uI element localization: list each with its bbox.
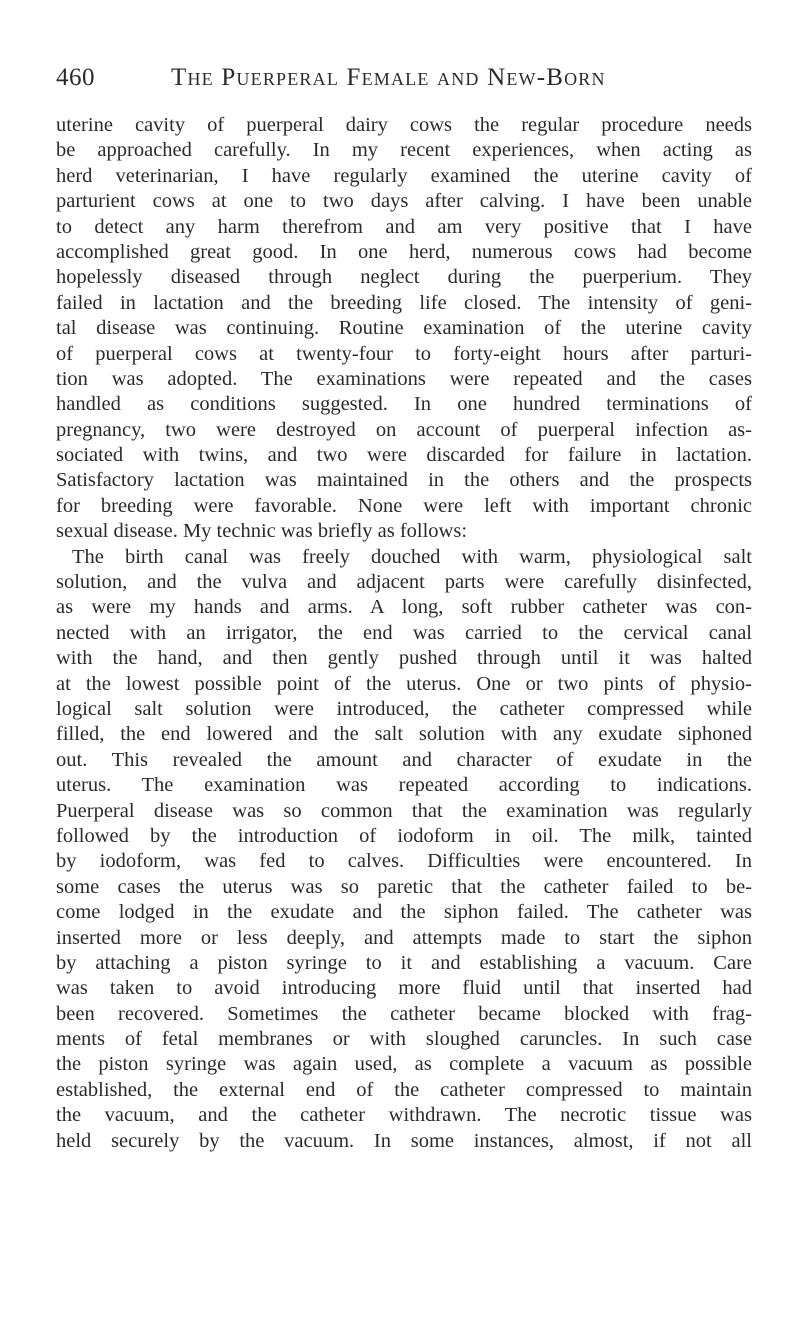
text-line: hopelessly diseased through neglect during the puerperium. They xyxy=(56,266,752,289)
text-line: tal disease was continuing. Routine examination of the uterine cavity xyxy=(56,317,752,340)
text-line: failed in lactation and the breeding life closed. The intensity of geni- xyxy=(56,291,752,314)
text-line: herd veterinarian, I have regularly examined the uterine cavity of xyxy=(56,164,752,187)
text-line: filled, the end lowered and the salt solution with any exudate siphoned xyxy=(56,723,752,746)
page-number: 460 xyxy=(56,64,95,91)
text-line: inserted more or less deeply, and attempts made to start the siphon xyxy=(56,926,752,949)
text-line: uterine cavity of puerperal dairy cows the regular procedure needs xyxy=(56,114,752,136)
text-line: sociated with twins, and two were discarded for failure in lactation. xyxy=(56,444,752,467)
running-head xyxy=(56,64,756,104)
text-line: followed by the introduction of iodoform in oil. The milk, tainted xyxy=(56,824,752,847)
text-line: at the lowest possible point of the uterus. One or two pints of physio- xyxy=(56,672,752,695)
text-line: been recovered. Sometimes the catheter became blocked with frag- xyxy=(56,1002,752,1025)
text-line: out. This revealed the amount and character of exudate in the xyxy=(56,748,752,771)
text-line: of puerperal cows at twenty-four to forty-eight hours after parturi- xyxy=(56,342,752,365)
text-line: ments of fetal membranes or with sloughed caruncles. In such case xyxy=(56,1028,752,1051)
text-line: handled as conditions suggested. In one hundred terminations of xyxy=(56,393,752,416)
text-line: to detect any harm therefrom and am very positive that I have xyxy=(56,215,752,238)
body-text xyxy=(56,113,752,1154)
text-line: accomplished great good. In one herd, numerous cows had become xyxy=(56,240,752,263)
text-line: the vacuum, and the catheter withdrawn. The necrotic tissue was xyxy=(56,1104,752,1127)
text-line: pregnancy, two were destroyed on account of puerperal infection as- xyxy=(56,418,752,441)
text-line: by attaching a piston syringe to it and establishing a vacuum. Care xyxy=(56,951,752,974)
text-line: some cases the uterus was so paretic that the catheter failed to be- xyxy=(56,875,752,898)
text-line: be approached carefully. In my recent experiences, when acting as xyxy=(56,139,752,162)
text-line: with the hand, and then gently pushed through until it was halted xyxy=(56,647,752,670)
text-line: by iodoform, was fed to calves. Difficulties were encountered. In xyxy=(56,850,752,873)
text-line: sexual disease. My technic was briefly as follows: xyxy=(56,520,468,543)
text-line: Satisfactory lactation was maintained in the others and the prospects xyxy=(56,469,752,492)
text-line: tion was adopted. The examinations were repeated and the cases xyxy=(56,367,752,390)
text-line: parturient cows at one to two days after calving. I have been unable xyxy=(56,190,752,213)
text-line: logical salt solution were introduced, the catheter compressed while xyxy=(56,697,752,720)
text-line: established, the external end of the catheter compressed to maintain xyxy=(56,1078,752,1101)
text-line: the piston syringe was again used, as complete a vacuum as possible xyxy=(56,1053,752,1076)
text-line: The birth canal was freely douched with warm, physiological salt xyxy=(72,545,752,568)
text-line: was taken to avoid introducing more fluid until that inserted had xyxy=(56,977,752,1000)
text-line: for breeding were favorable. None were left with important chronic xyxy=(56,494,752,517)
text-line: held securely by the vacuum. In some instances, almost, if not all xyxy=(56,1129,752,1152)
text-line: solution, and the vulva and adjacent parts were carefully disinfected, xyxy=(56,571,752,594)
text-line: come lodged in the exudate and the siphon failed. The catheter was xyxy=(56,901,752,924)
text-line: as were my hands and arms. A long, soft rubber catheter was con- xyxy=(56,596,752,619)
text-line: nected with an irrigator, the end was carried to the cervical canal xyxy=(56,621,752,644)
text-line: Puerperal disease was so common that the examination was regularly xyxy=(56,799,752,822)
running-title: The Puerperal Female and New-Born xyxy=(171,64,606,91)
text-line: uterus. The examination was repeated according to indications. xyxy=(56,774,752,797)
